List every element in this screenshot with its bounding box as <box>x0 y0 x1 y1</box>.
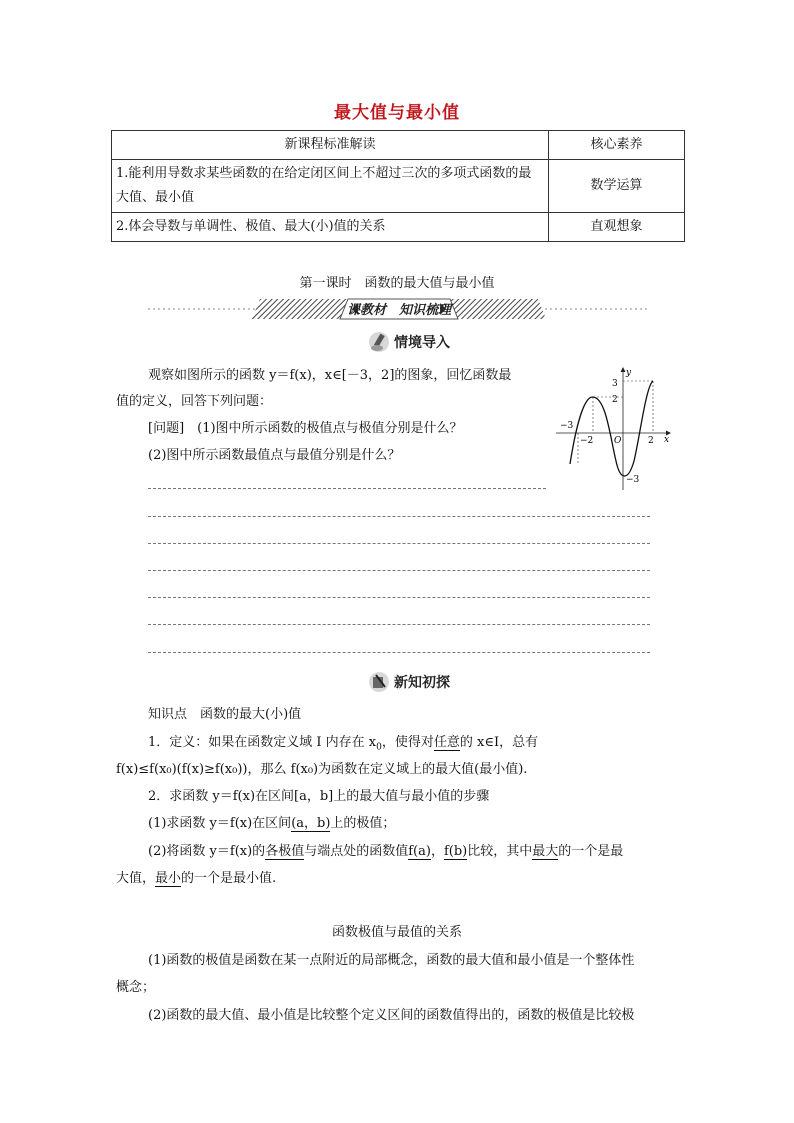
text-span: 1．定义：如果在函数定义域 I 内存在 x <box>148 735 377 750</box>
banner-label: 课教材 知识梳理 <box>346 303 452 318</box>
underlined-term: f(a) <box>408 844 431 859</box>
book-pen-icon <box>368 671 390 693</box>
intro-line: 值的定义，回答下列问题： <box>116 394 273 409</box>
graph-tick-xm2: −2 <box>580 436 594 446</box>
text-span: 的 x∈I，总有 <box>459 735 539 750</box>
section-heading-context <box>368 330 450 354</box>
graph-y-label: y <box>626 368 632 378</box>
graph-tick-ym3: −3 <box>626 475 640 485</box>
answer-line <box>148 597 650 598</box>
text-span: (1)求函数 y＝f(x)在区间 <box>148 816 292 831</box>
relation-paragraph: (1)函数的极值是函数在某一点附近的局部概念，函数的最大值和最小值是一个整体性 <box>148 953 635 968</box>
answer-line <box>148 570 650 571</box>
definition-line: f(x)≤f(x₀)(f(x)≥f(x₀))，那么 f(x₀)为函数在定义域上的最大值(最小值). <box>116 762 528 777</box>
answer-line <box>148 516 650 517</box>
table-cell-literacy: 数学运算 <box>549 160 685 213</box>
definition-line <box>148 733 538 758</box>
relation-title: 函数极值与最值的关系 <box>331 925 462 940</box>
function-graph <box>556 366 674 490</box>
text-span: 比较，其中 <box>467 844 533 859</box>
underlined-term: 最大 <box>532 844 559 859</box>
text-span: 与端点处的函数值 <box>304 844 409 859</box>
table-header-literacy: 核心素养 <box>549 131 685 160</box>
lesson-title: 第一课时 函数的最大值与最小值 <box>299 276 495 291</box>
underlined-term: (a，b) <box>291 816 331 831</box>
table-header-standard: 新课程标准解读 <box>112 131 549 160</box>
step-2 <box>148 842 623 862</box>
pencil-hand-icon <box>368 331 390 353</box>
text-span: ，使得对 <box>381 735 434 750</box>
section-banner <box>148 298 650 320</box>
answer-line <box>148 624 650 625</box>
page-title: 最大值与最小值 <box>334 103 460 123</box>
text-span: 的一个是最 <box>558 844 624 859</box>
section-label: 情境导入 <box>394 335 450 351</box>
answer-line <box>148 543 650 544</box>
graph-tick-x2: 2 <box>648 436 654 446</box>
underlined-term: 任意 <box>433 735 460 750</box>
answer-line <box>148 652 650 653</box>
table-cell-literacy: 直观想象 <box>549 213 685 242</box>
text-span: 上的极值； <box>330 816 396 831</box>
step-2-continued <box>116 869 276 889</box>
text-span: 的一个是最小值. <box>181 871 277 886</box>
knowledge-point-title: 知识点 函数的最大(小)值 <box>148 707 302 722</box>
table-cell-standard: 2.体会导数与单调性、极值、最大(小)值的关系 <box>112 213 549 242</box>
table-header-row <box>112 131 685 160</box>
answer-line <box>148 488 546 489</box>
subscript: 0 <box>376 742 382 753</box>
graph-origin: O <box>614 436 622 446</box>
underlined-term: f(b) <box>443 844 468 859</box>
question-1: [问题] (1)图中所示函数的极值点与极值分别是什么？ <box>148 421 463 436</box>
underlined-term: 最小 <box>155 871 182 886</box>
underlined-term: 各极值 <box>265 844 305 859</box>
intro-line: 观察如图所示的函数 y＝f(x)，x∈[－3，2]的图象，回忆函数最 <box>148 368 512 383</box>
table-row <box>112 160 685 213</box>
relation-paragraph: 概念； <box>116 980 156 995</box>
table-cell-standard: 1.能利用导数求某些函数的在给定闭区间上不超过三次的多项式函数的最大值、最小值 <box>112 160 549 213</box>
graph-tick-y3: 3 <box>612 379 618 389</box>
steps-title: 2．求函数 y＝f(x)在区间[a，b]上的最大值与最小值的步骤 <box>148 789 490 804</box>
standards-table <box>111 130 685 242</box>
graph-tick-xm3: −3 <box>560 421 574 431</box>
question-2: (2)图中所示函数最值点与最值分别是什么？ <box>148 448 401 463</box>
graph-tick-y2: 2 <box>612 395 618 405</box>
text-span: ， <box>430 844 444 859</box>
text-span: 大值， <box>116 871 156 886</box>
section-heading-new-knowledge <box>368 670 450 694</box>
graph-x-label: x <box>664 435 670 445</box>
relation-paragraph: (2)函数的最大值、最小值是比较整个定义区间的函数值得出的，函数的极值是比较极 <box>148 1008 635 1023</box>
text-span: (2)将函数 y＝f(x)的 <box>148 844 266 859</box>
section-label: 新知初探 <box>394 675 450 691</box>
step-1 <box>148 814 395 834</box>
table-row <box>112 213 685 242</box>
